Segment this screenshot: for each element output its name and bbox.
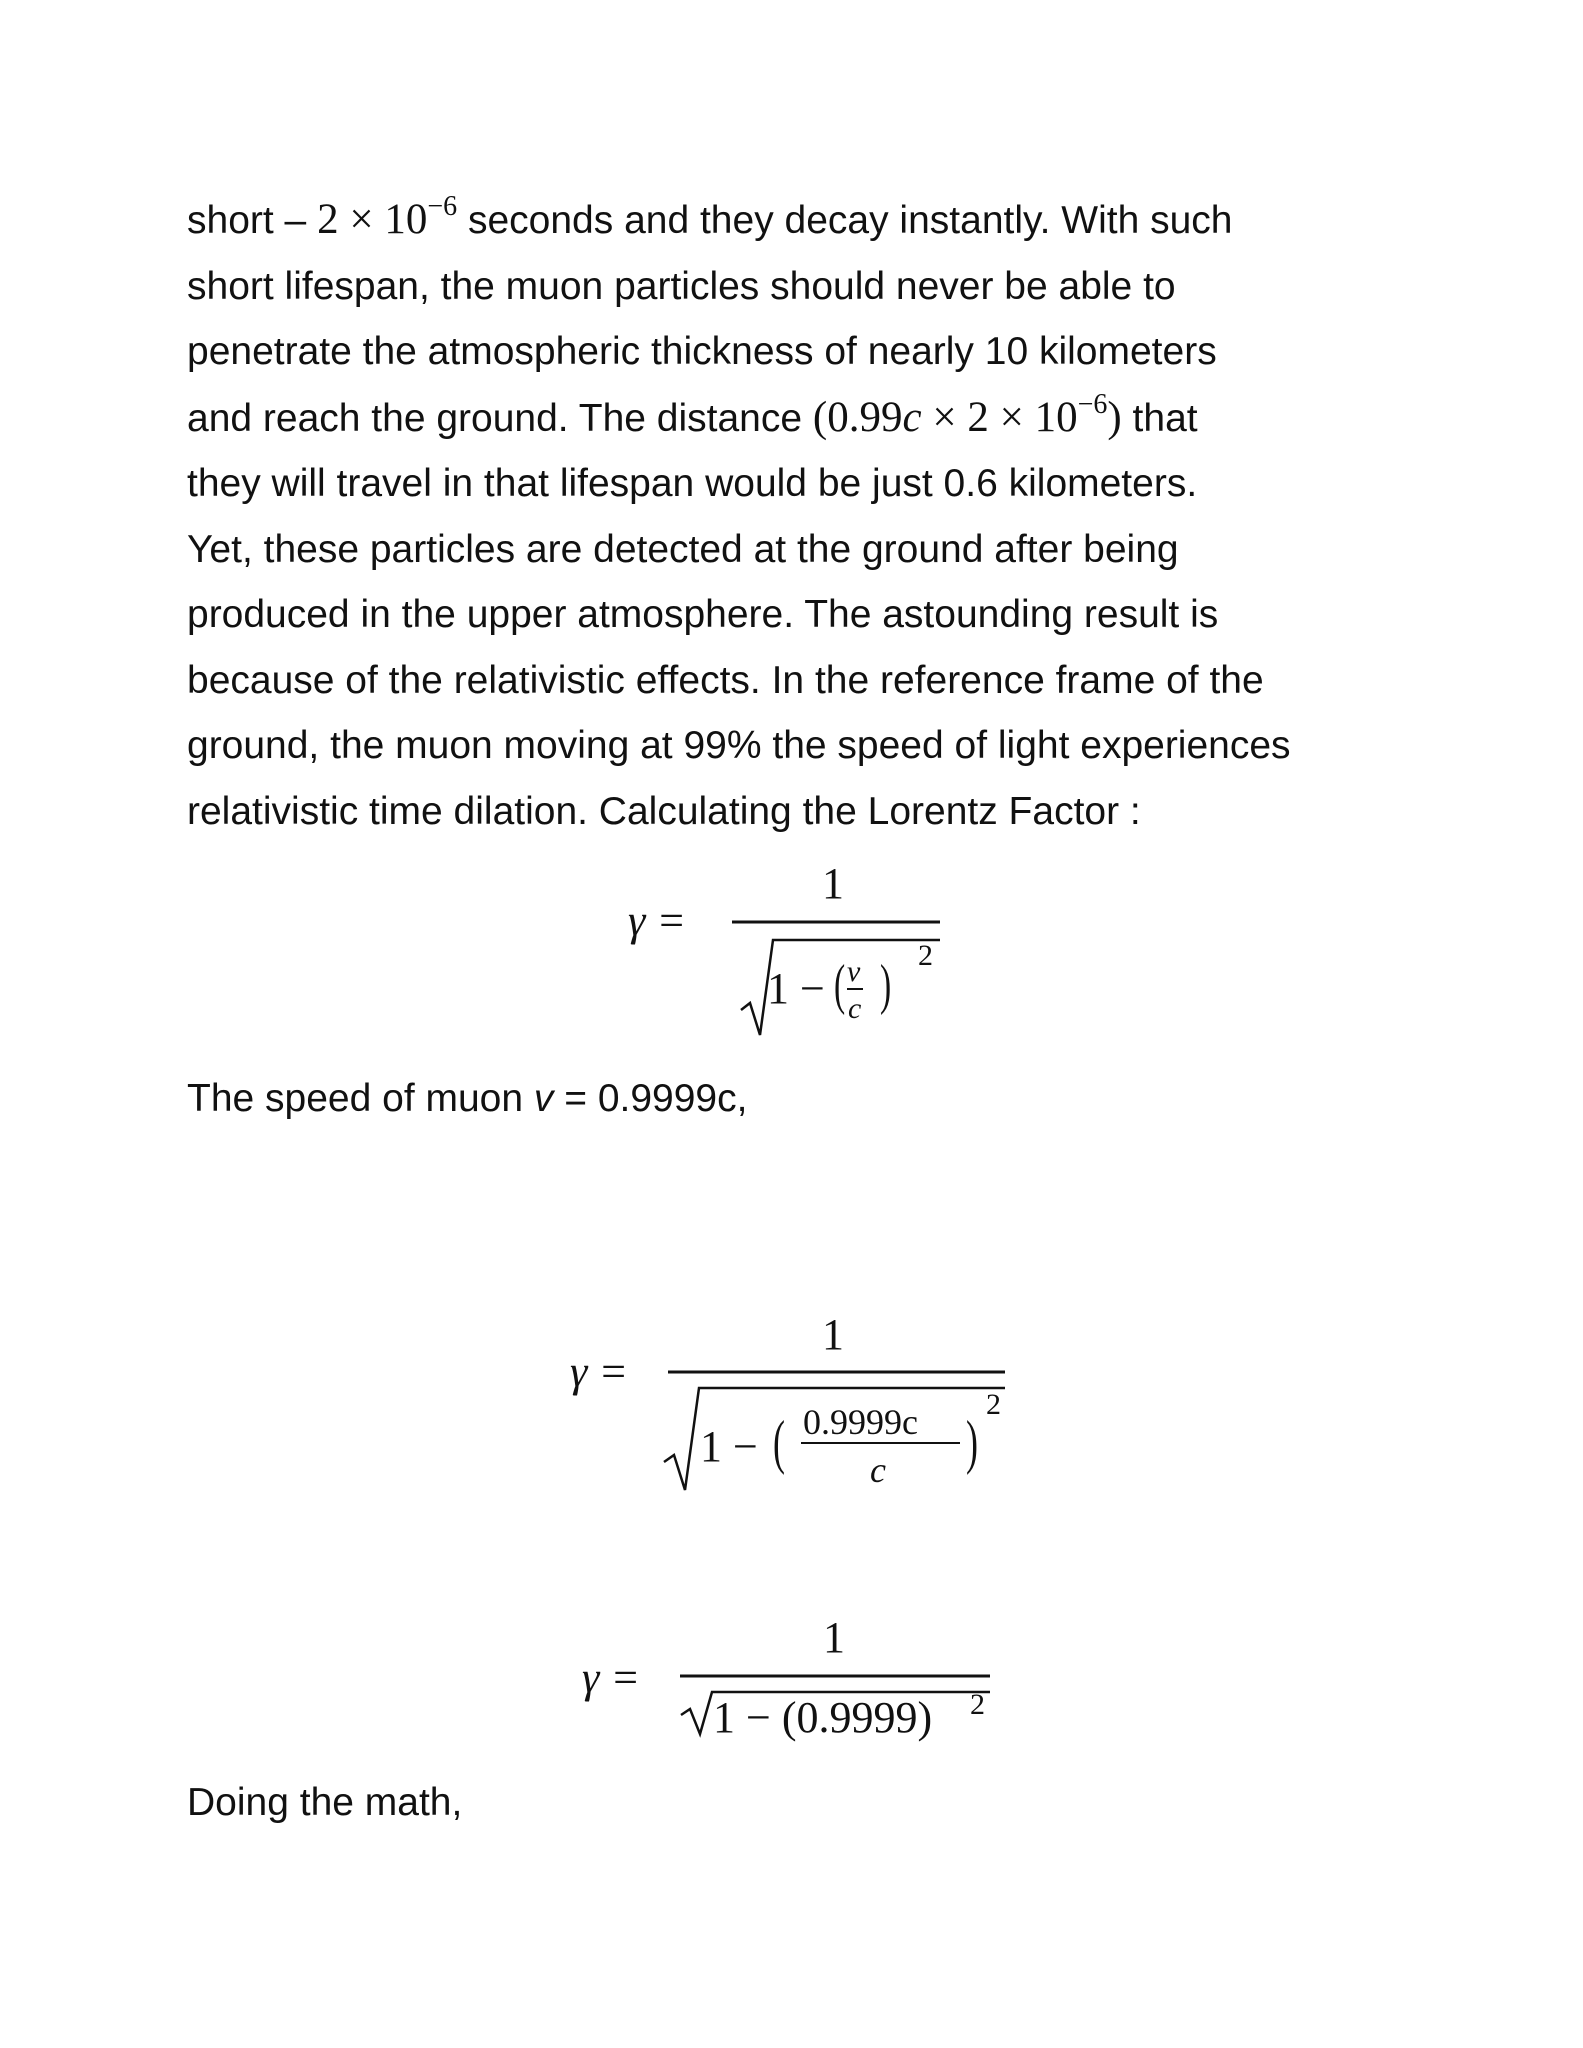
math-inline: ): [1107, 393, 1122, 441]
inner-denominator: c: [848, 992, 862, 1025]
numerator: 1: [822, 859, 844, 908]
paragraph-line-2: short lifespan, the muon particles should never be able to: [187, 264, 1176, 308]
paragraph-line-6: Yet, these particles are detected at the ground after being: [187, 527, 1179, 571]
paragraph-line-10: relativistic time dilation. Calculating the Lorentz Factor :: [187, 789, 1141, 833]
math-inline: × 2 × 10: [921, 393, 1078, 441]
text-segment: The speed of muon: [187, 1077, 534, 1120]
exponent: 2: [918, 939, 933, 972]
speed-variable: v: [533, 1077, 554, 1120]
paragraph-line-9: ground, the muon moving at 99% the speed of light experiences: [187, 724, 1291, 767]
left-paren: (: [833, 953, 846, 1016]
exponent: 2: [970, 1688, 985, 1721]
numerator: 1: [823, 1613, 845, 1662]
gamma-symbol: γ =: [628, 896, 687, 945]
math-exponent: −6: [1077, 388, 1108, 420]
numerator: 1: [822, 1310, 844, 1359]
math-exponent: −6: [427, 191, 458, 222]
exponent: 2: [986, 1388, 1001, 1421]
paragraph-line-5: they will travel in that lifespan would be just 0.6 kilometers.: [187, 462, 1198, 505]
inner-numerator: 0.9999c: [803, 1402, 918, 1442]
text-segment: short –: [187, 199, 318, 242]
left-paren: (: [772, 1408, 785, 1476]
gamma-symbol: γ =: [570, 1347, 629, 1396]
text-segment: = 0.9999c,: [553, 1077, 748, 1120]
right-paren: ): [966, 1408, 978, 1476]
one-minus: 1 −: [767, 964, 825, 1013]
gamma-symbol: γ =: [582, 1653, 641, 1702]
substituted-equation: [570, 1310, 1005, 1490]
lorentz-factor-equation: [628, 859, 940, 1035]
closing-line: Doing the math,: [187, 1781, 463, 1824]
math-inline: 2 × 10: [317, 196, 428, 243]
math-inline: (0.99: [812, 393, 903, 441]
inner-denominator: c: [870, 1450, 886, 1490]
paragraph-line-8: because of the relativistic effects. In the reference frame of the: [187, 658, 1264, 702]
numeric-equation: [582, 1613, 990, 1742]
paragraph-line-7: produced in the upper atmosphere. The astounding result is: [187, 593, 1219, 636]
denominator: 1 − (0.9999): [713, 1693, 933, 1742]
inner-numerator: v: [847, 955, 861, 988]
text-segment: seconds and they decay instantly. With such: [457, 199, 1233, 242]
text-segment: and reach the ground. The distance: [187, 396, 813, 440]
text-segment: that: [1121, 396, 1198, 440]
right-paren: ): [880, 953, 892, 1016]
math-variable: c: [902, 393, 922, 441]
paragraph-line-3: penetrate the atmospheric thickness of nearly 10 kilometers: [187, 330, 1217, 373]
one-minus: 1 −: [700, 1422, 758, 1471]
